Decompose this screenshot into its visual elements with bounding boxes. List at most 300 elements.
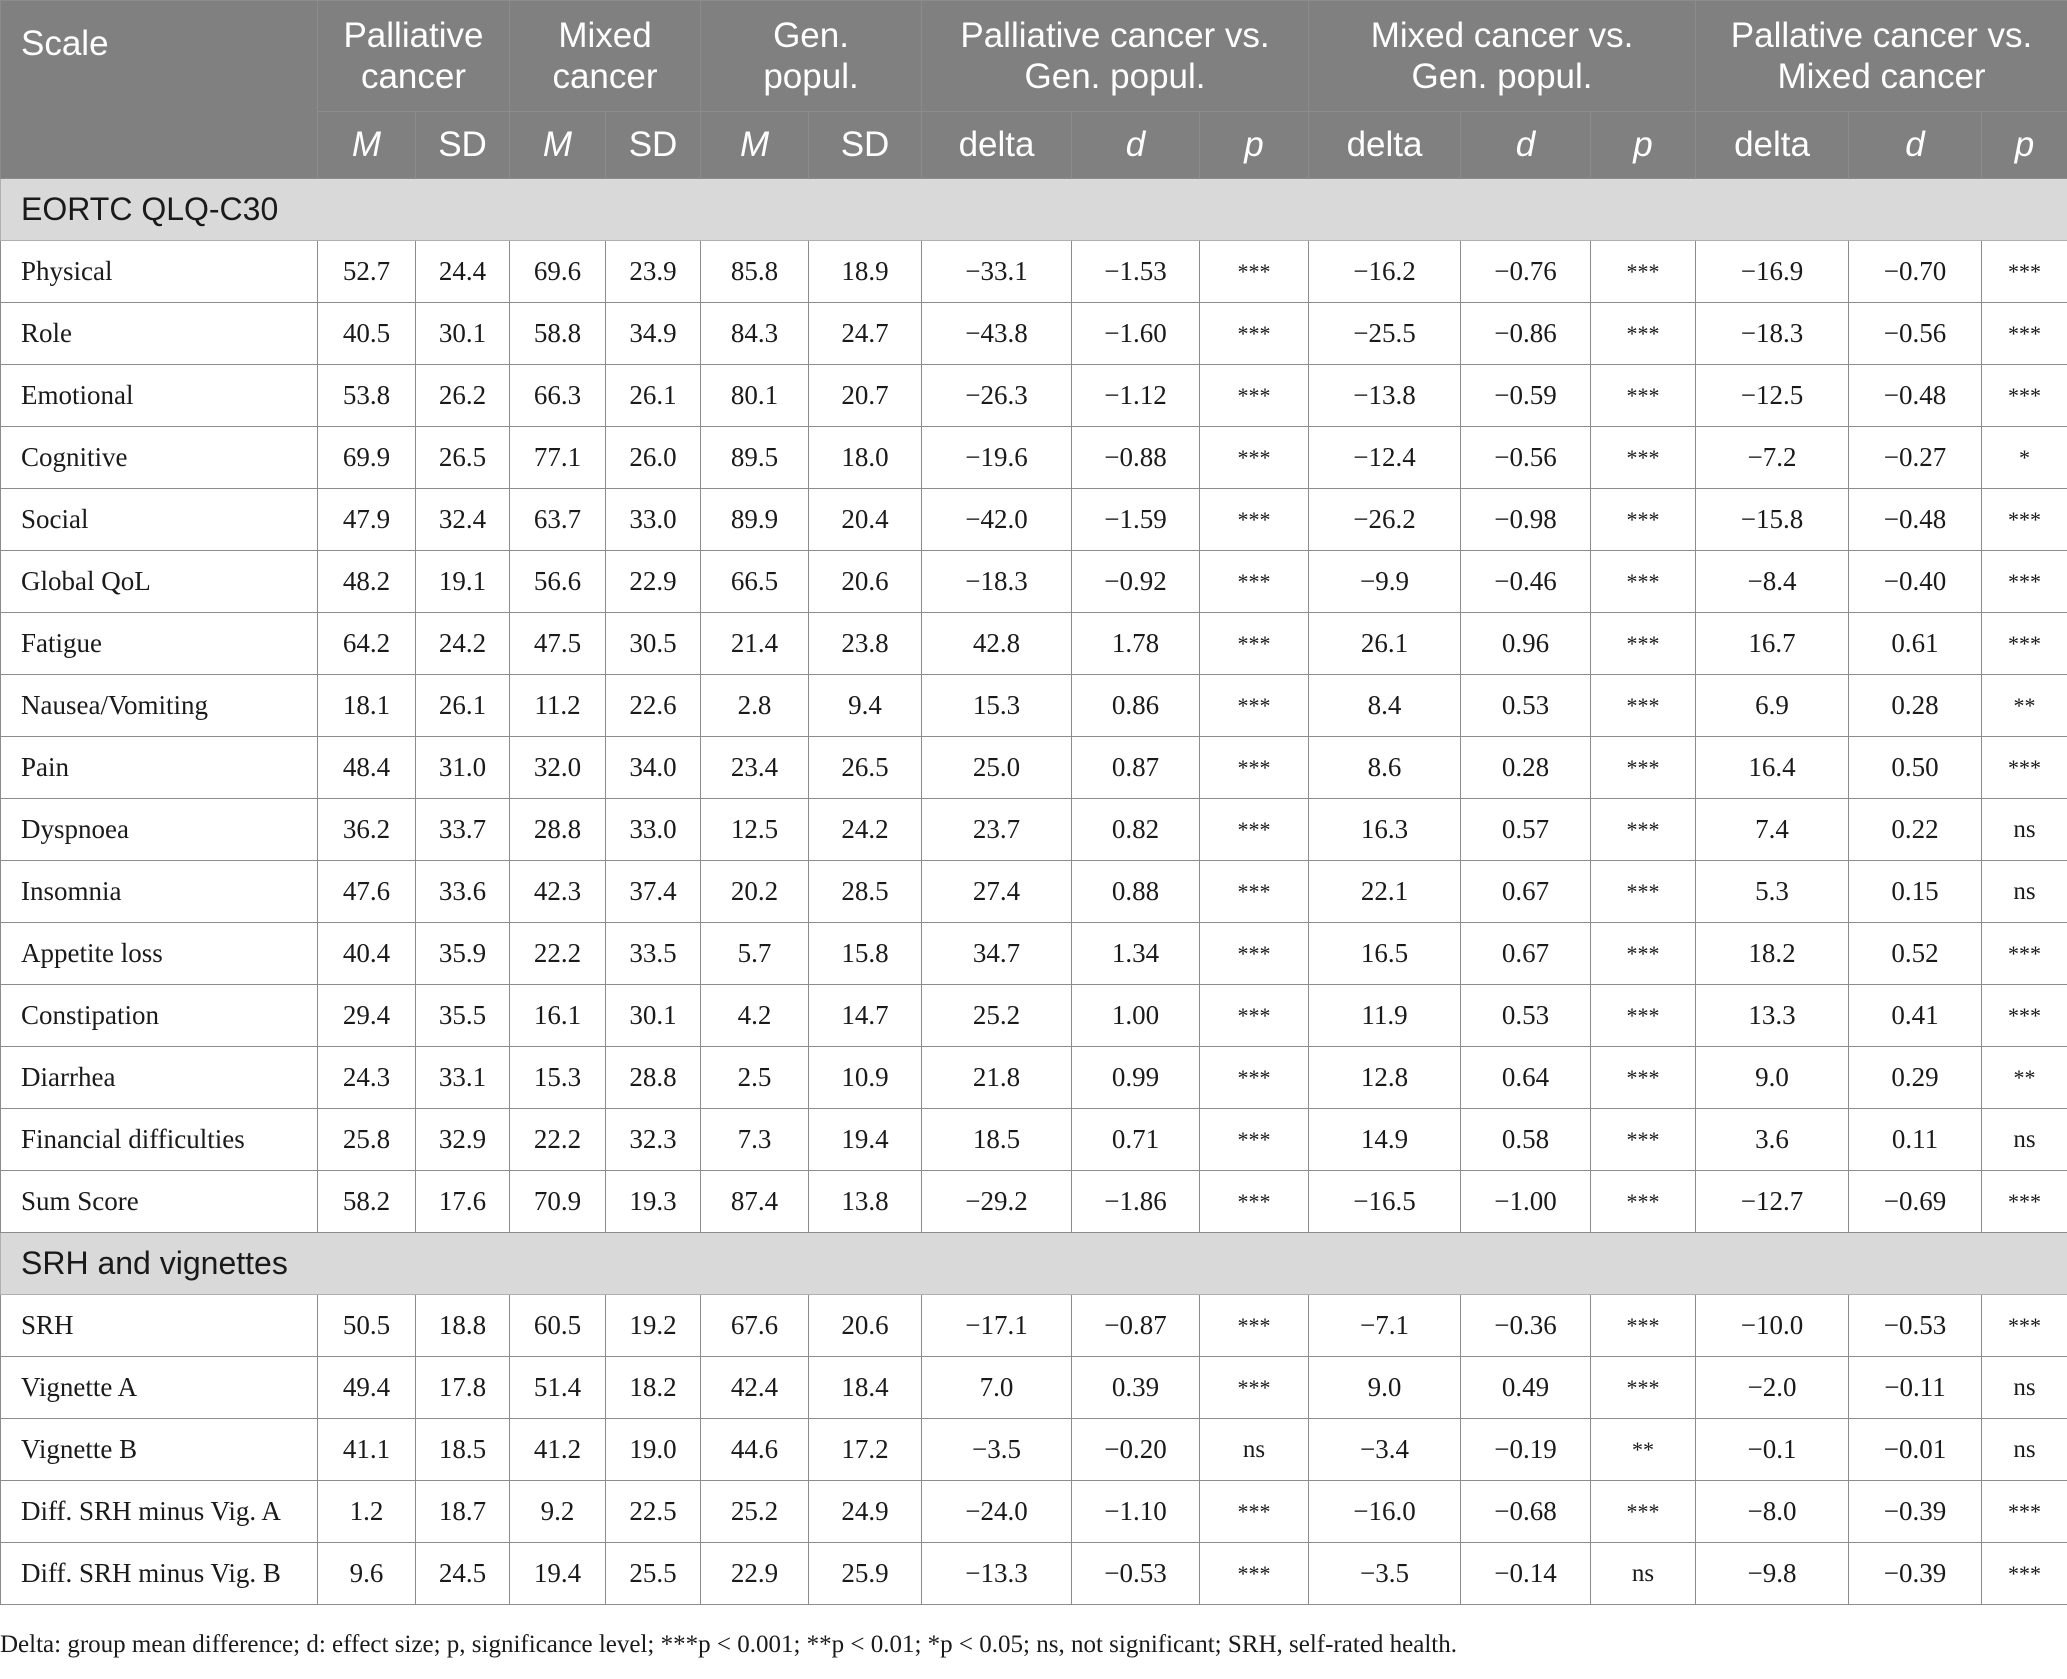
header-comparison-palliative-general: Palliative cancer vs. Gen. popul. [922, 1, 1309, 112]
value-cell: 0.99 [1072, 1047, 1200, 1109]
value-cell: 85.8 [701, 241, 809, 303]
header-p: p [1200, 112, 1309, 179]
value-cell: −0.36 [1461, 1295, 1591, 1357]
value-cell: 0.11 [1849, 1109, 1982, 1171]
value-cell: 17.2 [809, 1419, 922, 1481]
significance-cell: ns [1982, 1109, 2067, 1171]
value-cell: 58.2 [318, 1171, 416, 1233]
value-cell: 51.4 [510, 1357, 606, 1419]
significance-cell: *** [1591, 1171, 1696, 1233]
table-row [1, 1047, 2067, 1109]
significance-cell: *** [1200, 737, 1309, 799]
value-cell: 87.4 [701, 1171, 809, 1233]
header-d: d [1461, 112, 1591, 179]
value-cell: −8.4 [1696, 551, 1849, 613]
value-cell: 25.2 [701, 1481, 809, 1543]
value-cell: 8.6 [1309, 737, 1461, 799]
value-cell: 7.4 [1696, 799, 1849, 861]
value-cell: −13.3 [922, 1543, 1072, 1605]
value-cell: 18.1 [318, 675, 416, 737]
header-sd: SD [606, 112, 701, 179]
value-cell: 60.5 [510, 1295, 606, 1357]
significance-cell: *** [1591, 241, 1696, 303]
row-label: Physical [1, 241, 318, 303]
row-label: Cognitive [1, 427, 318, 489]
value-cell: −1.59 [1072, 489, 1200, 551]
value-cell: 89.5 [701, 427, 809, 489]
value-cell: 77.1 [510, 427, 606, 489]
value-cell: 27.4 [922, 861, 1072, 923]
value-cell: 8.4 [1309, 675, 1461, 737]
value-cell: 33.1 [416, 1047, 510, 1109]
value-cell: 19.4 [510, 1543, 606, 1605]
row-label: Financial difficulties [1, 1109, 318, 1171]
value-cell: 19.0 [606, 1419, 701, 1481]
significance-cell: *** [1982, 551, 2067, 613]
header-m: M [318, 112, 416, 179]
value-cell: 1.78 [1072, 613, 1200, 675]
value-cell: 23.4 [701, 737, 809, 799]
value-cell: 23.9 [606, 241, 701, 303]
significance-cell: *** [1982, 613, 2067, 675]
value-cell: 30.1 [416, 303, 510, 365]
value-cell: 17.6 [416, 1171, 510, 1233]
value-cell: 50.5 [318, 1295, 416, 1357]
value-cell: 20.7 [809, 365, 922, 427]
value-cell: 22.6 [606, 675, 701, 737]
significance-cell: *** [1982, 923, 2067, 985]
value-cell: 0.82 [1072, 799, 1200, 861]
value-cell: 2.5 [701, 1047, 809, 1109]
significance-cell: *** [1982, 303, 2067, 365]
value-cell: 12.5 [701, 799, 809, 861]
value-cell: −16.0 [1309, 1481, 1461, 1543]
significance-cell: *** [1591, 489, 1696, 551]
value-cell: 42.3 [510, 861, 606, 923]
significance-cell: *** [1591, 985, 1696, 1047]
significance-cell: *** [1591, 1295, 1696, 1357]
value-cell: 9.0 [1309, 1357, 1461, 1419]
value-cell: 3.6 [1696, 1109, 1849, 1171]
value-cell: −16.9 [1696, 241, 1849, 303]
row-label: Constipation [1, 985, 318, 1047]
value-cell: −33.1 [922, 241, 1072, 303]
significance-cell: ** [1591, 1419, 1696, 1481]
value-cell: −1.10 [1072, 1481, 1200, 1543]
value-cell: 18.0 [809, 427, 922, 489]
value-cell: 42.8 [922, 613, 1072, 675]
value-cell: 26.2 [416, 365, 510, 427]
value-cell: 58.8 [510, 303, 606, 365]
value-cell: 26.1 [606, 365, 701, 427]
significance-cell: *** [1200, 1295, 1309, 1357]
row-label: Diff. SRH minus Vig. B [1, 1543, 318, 1605]
value-cell: 16.5 [1309, 923, 1461, 985]
value-cell: −13.8 [1309, 365, 1461, 427]
significance-cell: *** [1200, 489, 1309, 551]
value-cell: 33.5 [606, 923, 701, 985]
significance-cell: *** [1200, 861, 1309, 923]
significance-cell: *** [1982, 1295, 2067, 1357]
value-cell: 29.4 [318, 985, 416, 1047]
significance-cell: *** [1200, 1543, 1309, 1605]
value-cell: 14.7 [809, 985, 922, 1047]
value-cell: −0.48 [1849, 365, 1982, 427]
value-cell: 24.4 [416, 241, 510, 303]
table-row [1, 1171, 2067, 1233]
table-row [1, 613, 2067, 675]
value-cell: −0.1 [1696, 1419, 1849, 1481]
value-cell: 0.88 [1072, 861, 1200, 923]
value-cell: 0.53 [1461, 675, 1591, 737]
significance-cell: *** [1591, 799, 1696, 861]
value-cell: 69.9 [318, 427, 416, 489]
header-sd: SD [416, 112, 510, 179]
significance-cell: *** [1591, 861, 1696, 923]
value-cell: 48.4 [318, 737, 416, 799]
header-m: M [510, 112, 606, 179]
value-cell: −1.00 [1461, 1171, 1591, 1233]
value-cell: 26.1 [1309, 613, 1461, 675]
value-cell: 0.57 [1461, 799, 1591, 861]
value-cell: 35.9 [416, 923, 510, 985]
value-cell: −0.87 [1072, 1295, 1200, 1357]
value-cell: 84.3 [701, 303, 809, 365]
value-cell: −3.4 [1309, 1419, 1461, 1481]
row-label: Insomnia [1, 861, 318, 923]
table-row [1, 799, 2067, 861]
value-cell: 19.2 [606, 1295, 701, 1357]
value-cell: 63.7 [510, 489, 606, 551]
section-row [1, 1233, 2067, 1295]
table-footnote: Delta: group mean difference; d: effect size; p, significance level; ***p < 0.001; **p < 0.01; *p < 0.05; ns, not significant; SRH, self-rated health. [0, 1631, 1457, 1658]
value-cell: 24.5 [416, 1543, 510, 1605]
significance-cell: *** [1982, 365, 2067, 427]
value-cell: 16.4 [1696, 737, 1849, 799]
value-cell: 20.2 [701, 861, 809, 923]
value-cell: −0.01 [1849, 1419, 1982, 1481]
row-label: Vignette A [1, 1357, 318, 1419]
value-cell: 0.29 [1849, 1047, 1982, 1109]
value-cell: 0.86 [1072, 675, 1200, 737]
significance-cell: ** [1982, 675, 2067, 737]
value-cell: −1.60 [1072, 303, 1200, 365]
significance-cell: *** [1982, 1481, 2067, 1543]
table-row [1, 489, 2067, 551]
value-cell: 36.2 [318, 799, 416, 861]
significance-cell: *** [1200, 241, 1309, 303]
section-title: EORTC QLQ-C30 [1, 179, 2067, 241]
row-label: Nausea/Vomiting [1, 675, 318, 737]
value-cell: 26.1 [416, 675, 510, 737]
value-cell: 0.67 [1461, 861, 1591, 923]
row-label: Role [1, 303, 318, 365]
header-delta: delta [1696, 112, 1849, 179]
value-cell: 42.4 [701, 1357, 809, 1419]
value-cell: 30.5 [606, 613, 701, 675]
value-cell: 44.6 [701, 1419, 809, 1481]
value-cell: 0.52 [1849, 923, 1982, 985]
section-title: SRH and vignettes [1, 1233, 2067, 1295]
table-row [1, 303, 2067, 365]
value-cell: −42.0 [922, 489, 1072, 551]
significance-cell: *** [1982, 489, 2067, 551]
value-cell: 21.8 [922, 1047, 1072, 1109]
significance-cell: *** [1591, 1481, 1696, 1543]
value-cell: 28.5 [809, 861, 922, 923]
significance-cell: *** [1200, 613, 1309, 675]
value-cell: 32.3 [606, 1109, 701, 1171]
table-row [1, 1543, 2067, 1605]
value-cell: −3.5 [1309, 1543, 1461, 1605]
value-cell: 66.3 [510, 365, 606, 427]
value-cell: 20.6 [809, 1295, 922, 1357]
header-d: d [1849, 112, 1982, 179]
value-cell: −2.0 [1696, 1357, 1849, 1419]
value-cell: 0.28 [1849, 675, 1982, 737]
significance-cell: *** [1200, 799, 1309, 861]
value-cell: 15.8 [809, 923, 922, 985]
value-cell: 0.53 [1461, 985, 1591, 1047]
value-cell: 31.0 [416, 737, 510, 799]
value-cell: 1.34 [1072, 923, 1200, 985]
table-row [1, 551, 2067, 613]
value-cell: 11.2 [510, 675, 606, 737]
value-cell: 22.2 [510, 1109, 606, 1171]
row-label: Diff. SRH minus Vig. A [1, 1481, 318, 1543]
value-cell: −0.59 [1461, 365, 1591, 427]
value-cell: 18.5 [922, 1109, 1072, 1171]
row-label: Sum Score [1, 1171, 318, 1233]
row-label: SRH [1, 1295, 318, 1357]
value-cell: 21.4 [701, 613, 809, 675]
value-cell: 32.9 [416, 1109, 510, 1171]
value-cell: 25.2 [922, 985, 1072, 1047]
value-cell: 9.6 [318, 1543, 416, 1605]
value-cell: −0.19 [1461, 1419, 1591, 1481]
value-cell: −12.7 [1696, 1171, 1849, 1233]
value-cell: 0.15 [1849, 861, 1982, 923]
value-cell: 0.50 [1849, 737, 1982, 799]
significance-cell: *** [1591, 1047, 1696, 1109]
header-sd: SD [809, 112, 922, 179]
value-cell: 34.0 [606, 737, 701, 799]
value-cell: 48.2 [318, 551, 416, 613]
significance-cell: *** [1200, 1171, 1309, 1233]
header-comparison-palliative-mixed: Pallative cancer vs. Mixed cancer [1696, 1, 2067, 112]
value-cell: 16.7 [1696, 613, 1849, 675]
header-scale: Scale [1, 1, 318, 179]
significance-cell: *** [1200, 985, 1309, 1047]
value-cell: −3.5 [922, 1419, 1072, 1481]
header-group-palliative: Palliative cancer [318, 1, 510, 112]
value-cell: 18.2 [606, 1357, 701, 1419]
value-cell: −43.8 [922, 303, 1072, 365]
value-cell: −0.53 [1849, 1295, 1982, 1357]
value-cell: 22.5 [606, 1481, 701, 1543]
significance-cell: *** [1591, 613, 1696, 675]
row-label: Diarrhea [1, 1047, 318, 1109]
value-cell: 25.5 [606, 1543, 701, 1605]
value-cell: −26.3 [922, 365, 1072, 427]
value-cell: 18.4 [809, 1357, 922, 1419]
row-label: Emotional [1, 365, 318, 427]
header-row-groups [1, 1, 2067, 112]
value-cell: 22.9 [606, 551, 701, 613]
significance-cell: *** [1200, 427, 1309, 489]
significance-cell: *** [1591, 923, 1696, 985]
row-label: Vignette B [1, 1419, 318, 1481]
value-cell: −0.14 [1461, 1543, 1591, 1605]
value-cell: 0.87 [1072, 737, 1200, 799]
value-cell: 47.5 [510, 613, 606, 675]
value-cell: 25.0 [922, 737, 1072, 799]
value-cell: −1.53 [1072, 241, 1200, 303]
value-cell: −24.0 [922, 1481, 1072, 1543]
value-cell: −0.53 [1072, 1543, 1200, 1605]
value-cell: −0.56 [1849, 303, 1982, 365]
value-cell: 2.8 [701, 675, 809, 737]
value-cell: 28.8 [510, 799, 606, 861]
table-row [1, 365, 2067, 427]
header-p: p [1982, 112, 2067, 179]
table-row [1, 427, 2067, 489]
table-row [1, 737, 2067, 799]
value-cell: 41.1 [318, 1419, 416, 1481]
value-cell: 0.58 [1461, 1109, 1591, 1171]
value-cell: 24.2 [416, 613, 510, 675]
value-cell: −0.86 [1461, 303, 1591, 365]
value-cell: −0.46 [1461, 551, 1591, 613]
value-cell: 0.61 [1849, 613, 1982, 675]
value-cell: 34.9 [606, 303, 701, 365]
value-cell: −0.88 [1072, 427, 1200, 489]
significance-cell: *** [1591, 1357, 1696, 1419]
row-label: Dyspnoea [1, 799, 318, 861]
value-cell: −0.56 [1461, 427, 1591, 489]
significance-cell: *** [1200, 1047, 1309, 1109]
value-cell: 16.3 [1309, 799, 1461, 861]
significance-cell: *** [1200, 1357, 1309, 1419]
value-cell: 19.4 [809, 1109, 922, 1171]
value-cell: −0.70 [1849, 241, 1982, 303]
value-cell: 33.0 [606, 799, 701, 861]
value-cell: 33.0 [606, 489, 701, 551]
value-cell: 7.0 [922, 1357, 1072, 1419]
significance-cell: *** [1591, 675, 1696, 737]
value-cell: 19.1 [416, 551, 510, 613]
value-cell: 7.3 [701, 1109, 809, 1171]
significance-cell: *** [1982, 241, 2067, 303]
header-d: d [1072, 112, 1200, 179]
value-cell: 67.6 [701, 1295, 809, 1357]
value-cell: −0.98 [1461, 489, 1591, 551]
section-row [1, 179, 2067, 241]
table-row [1, 1295, 2067, 1357]
significance-cell: ns [1982, 1419, 2067, 1481]
significance-cell: ** [1982, 1047, 2067, 1109]
value-cell: 24.9 [809, 1481, 922, 1543]
value-cell: 0.39 [1072, 1357, 1200, 1419]
significance-cell: *** [1591, 551, 1696, 613]
significance-cell: ns [1982, 1357, 2067, 1419]
value-cell: −18.3 [922, 551, 1072, 613]
row-label: Social [1, 489, 318, 551]
significance-cell: *** [1200, 1109, 1309, 1171]
value-cell: 13.8 [809, 1171, 922, 1233]
value-cell: 40.5 [318, 303, 416, 365]
value-cell: 34.7 [922, 923, 1072, 985]
value-cell: 30.1 [606, 985, 701, 1047]
value-cell: 0.41 [1849, 985, 1982, 1047]
value-cell: 40.4 [318, 923, 416, 985]
value-cell: 17.8 [416, 1357, 510, 1419]
value-cell: −0.39 [1849, 1481, 1982, 1543]
value-cell: 35.5 [416, 985, 510, 1047]
value-cell: −10.0 [1696, 1295, 1849, 1357]
significance-cell: ns [1200, 1419, 1309, 1481]
value-cell: 56.6 [510, 551, 606, 613]
value-cell: 15.3 [922, 675, 1072, 737]
value-cell: 12.8 [1309, 1047, 1461, 1109]
significance-cell: *** [1982, 1171, 2067, 1233]
value-cell: 32.0 [510, 737, 606, 799]
value-cell: −16.2 [1309, 241, 1461, 303]
value-cell: 53.8 [318, 365, 416, 427]
value-cell: 89.9 [701, 489, 809, 551]
value-cell: −7.2 [1696, 427, 1849, 489]
row-label: Pain [1, 737, 318, 799]
value-cell: −1.86 [1072, 1171, 1200, 1233]
value-cell: 20.4 [809, 489, 922, 551]
significance-cell: *** [1591, 427, 1696, 489]
value-cell: −15.8 [1696, 489, 1849, 551]
value-cell: 0.64 [1461, 1047, 1591, 1109]
value-cell: 69.6 [510, 241, 606, 303]
value-cell: 66.5 [701, 551, 809, 613]
value-cell: 18.7 [416, 1481, 510, 1543]
value-cell: 14.9 [1309, 1109, 1461, 1171]
value-cell: −0.27 [1849, 427, 1982, 489]
table-row [1, 1109, 2067, 1171]
value-cell: 26.5 [809, 737, 922, 799]
significance-cell: *** [1200, 675, 1309, 737]
significance-cell: *** [1591, 1109, 1696, 1171]
significance-cell: ns [1982, 799, 2067, 861]
value-cell: 32.4 [416, 489, 510, 551]
value-cell: −17.1 [922, 1295, 1072, 1357]
value-cell: 24.7 [809, 303, 922, 365]
value-cell: 25.8 [318, 1109, 416, 1171]
value-cell: 18.2 [1696, 923, 1849, 985]
value-cell: 1.2 [318, 1481, 416, 1543]
value-cell: −9.8 [1696, 1543, 1849, 1605]
table-row [1, 675, 2067, 737]
value-cell: −25.5 [1309, 303, 1461, 365]
value-cell: 0.71 [1072, 1109, 1200, 1171]
header-group-mixed: Mixed cancer [510, 1, 701, 112]
value-cell: −19.6 [922, 427, 1072, 489]
value-cell: 24.2 [809, 799, 922, 861]
value-cell: 15.3 [510, 1047, 606, 1109]
value-cell: 18.5 [416, 1419, 510, 1481]
value-cell: 13.3 [1696, 985, 1849, 1047]
header-group-general: Gen. popul. [701, 1, 922, 112]
value-cell: −0.20 [1072, 1419, 1200, 1481]
value-cell: 49.4 [318, 1357, 416, 1419]
header-comparison-mixed-general: Mixed cancer vs. Gen. popul. [1309, 1, 1696, 112]
value-cell: 18.8 [416, 1295, 510, 1357]
